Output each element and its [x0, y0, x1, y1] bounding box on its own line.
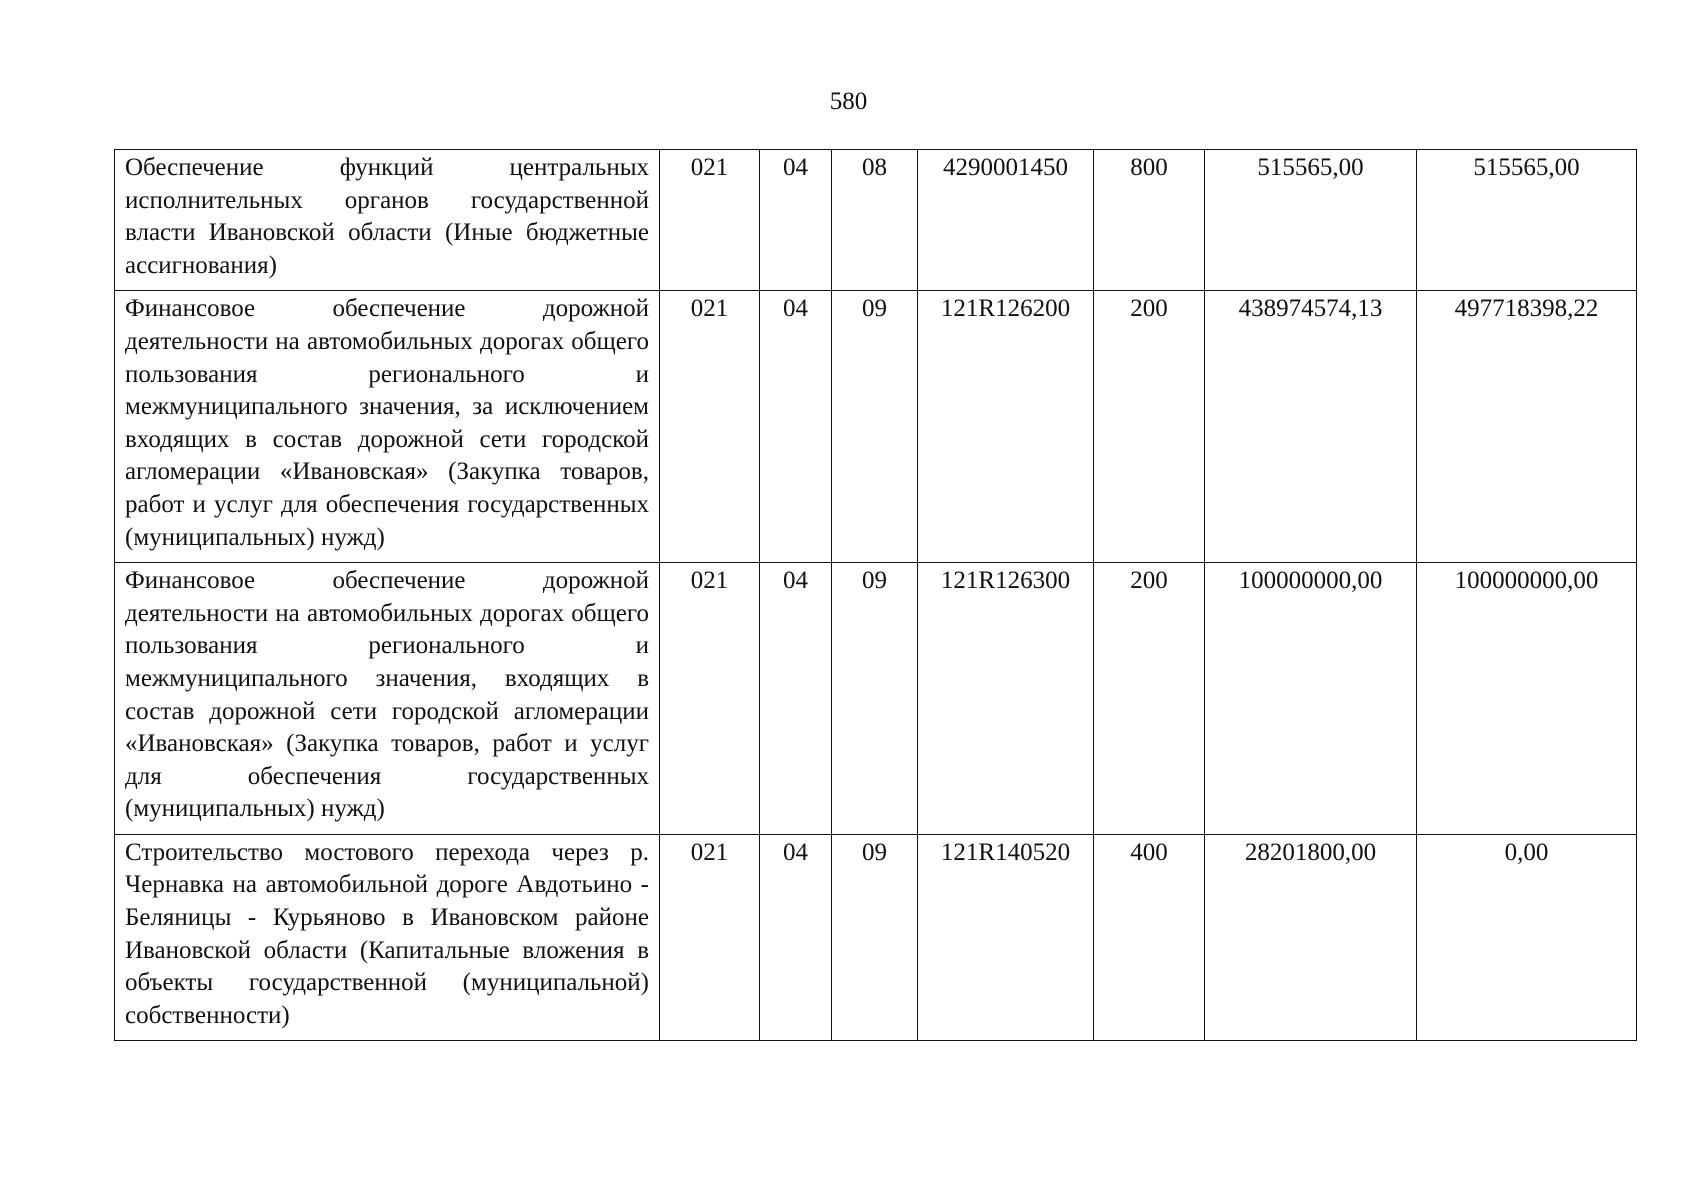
row-description: Финансовое обеспечение дорожной деятельности на автомобильных дорогах общего пользования регионального и межмуниципального значения, за исключением входящих в состав дорожной сети городской агломерации «Ивановская» (Закупка товаров, работ и услуг для обеспечения государственных (муниципальных) нужд) — [115, 291, 660, 563]
ministry-code: 021 — [660, 291, 760, 563]
section-code: 04 — [760, 291, 832, 563]
ministry-code: 021 — [660, 563, 760, 835]
target-article-code: 4290001450 — [918, 150, 1094, 291]
amount-year-2: 515565,00 — [1417, 150, 1637, 291]
amount-year-1: 438974574,13 — [1205, 291, 1417, 563]
amount-year-2: 100000000,00 — [1417, 563, 1637, 835]
row-description: Строительство мостового перехода через р. Чернавка на автомобильной дороге Авдотьино - Беляницы - Курьяново в Ивановском районе Ивановской области (Капитальные вложения в объекты государственной (муниципальной) собственности) — [115, 834, 660, 1041]
table-row — [115, 150, 1637, 291]
budget-table — [114, 149, 1637, 1041]
row-description: Финансовое обеспечение дорожной деятельности на автомобильных дорогах общего пользования регионального и межмуниципального значения, входящих в состав дорожной сети городской агломерации «Ивановская» (Закупка товаров, работ и услуг для обеспечения государственных (муниципальных) нужд) — [115, 563, 660, 835]
amount-year-1: 515565,00 — [1205, 150, 1417, 291]
section-code: 04 — [760, 834, 832, 1041]
target-article-code: 121R126200 — [918, 291, 1094, 563]
expense-type-code: 200 — [1094, 563, 1205, 835]
section-code: 04 — [760, 150, 832, 291]
amount-year-2: 497718398,22 — [1417, 291, 1637, 563]
table-row — [115, 563, 1637, 835]
section-code: 04 — [760, 563, 832, 835]
expense-type-code: 400 — [1094, 834, 1205, 1041]
subsection-code: 09 — [832, 834, 918, 1041]
target-article-code: 121R126300 — [918, 563, 1094, 835]
row-description: Обеспечение функций центральных исполнительных органов государственной власти Ивановской области (Иные бюджетные ассигнования) — [115, 150, 660, 291]
ministry-code: 021 — [660, 150, 760, 291]
subsection-code: 09 — [832, 563, 918, 835]
amount-year-1: 100000000,00 — [1205, 563, 1417, 835]
subsection-code: 09 — [832, 291, 918, 563]
ministry-code: 021 — [660, 834, 760, 1041]
table-row — [115, 291, 1637, 563]
amount-year-2: 0,00 — [1417, 834, 1637, 1041]
expense-type-code: 200 — [1094, 291, 1205, 563]
subsection-code: 08 — [832, 150, 918, 291]
expense-type-code: 800 — [1094, 150, 1205, 291]
target-article-code: 121R140520 — [918, 834, 1094, 1041]
table-row — [115, 834, 1637, 1041]
page-number: 580 — [829, 88, 868, 115]
amount-year-1: 28201800,00 — [1205, 834, 1417, 1041]
